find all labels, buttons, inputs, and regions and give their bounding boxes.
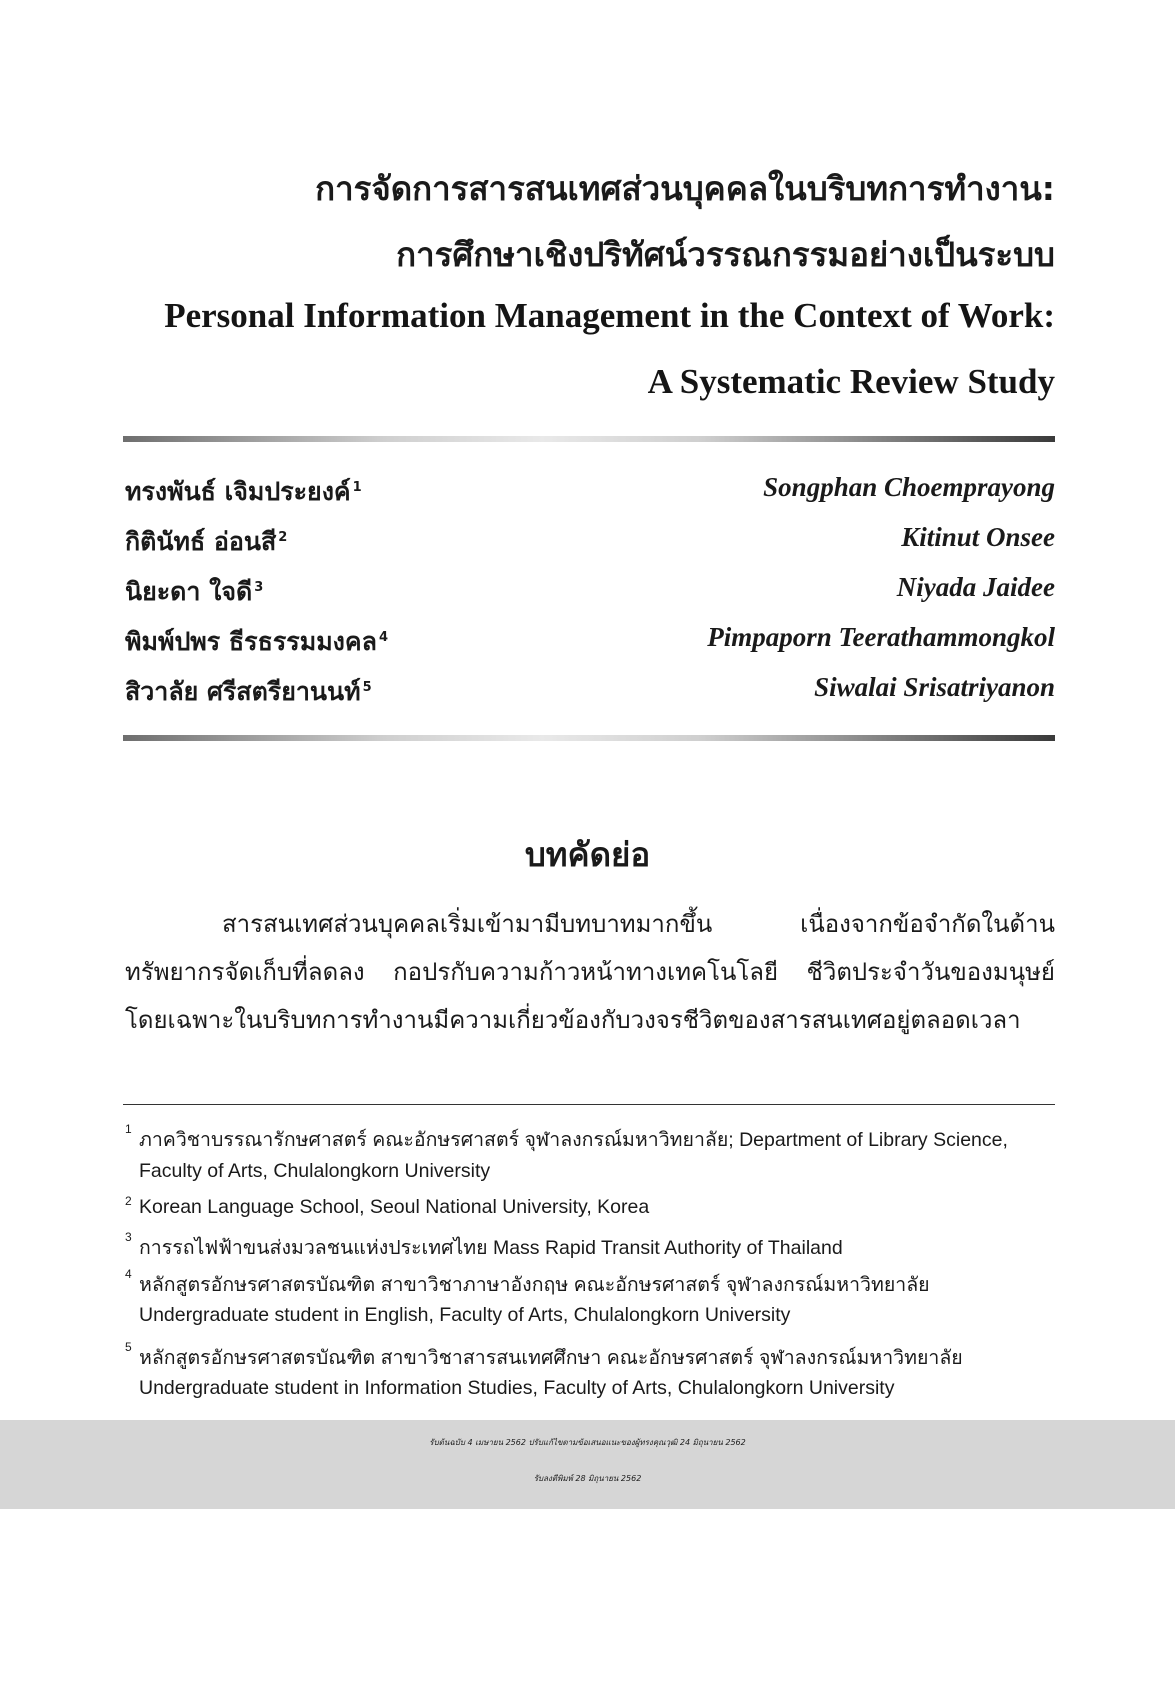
author-thai-name: สิวาลัย ศรีสตรียานนท์ <box>125 677 361 706</box>
footnote-number-5: 5 <box>125 1340 132 1354</box>
footnote-5-line-1: หลักสูตรอักษรศาสตรบัณฑิต สาขาวิชาสารสนเทศศึกษา คณะอักษรศาสตร์ จุฬาลงกรณ์มหาวิทยาลัย <box>139 1347 963 1369</box>
received-dates-band <box>0 1420 1175 1509</box>
author-thai-name: กิตินัทธ์ อ่อนสี <box>125 527 277 556</box>
author-affiliation-mark: 5 <box>362 679 372 695</box>
footnote-5-line-2: Undergraduate student in Information Studies, Faculty of Arts, Chulalongkorn University <box>139 1377 895 1399</box>
author-affiliation-mark: 1 <box>352 479 362 495</box>
title-thai-line-2: การศึกษาเชิงปริทัศน์วรรณกรรมอย่างเป็นระบบ <box>396 235 1055 274</box>
abstract-line-3: โดยเฉพาะในบริบทการทำงานมีความเกี่ยวข้องกับวงจรชีวิตของสารสนเทศอยู่ตลอดเวลา <box>125 1006 1021 1034</box>
abstract-line-1: สารสนเทศส่วนบุคคลเริ่มเข้ามามีบทบาทมากขึ้น เนื่องจากข้อจำกัดในด้าน <box>222 910 1055 938</box>
title-english-line-2: A Systematic Review Study <box>647 362 1055 401</box>
footnote-3-line-1: การรถไฟฟ้าขนส่งมวลชนแห่งประเทศไทย Mass Rapid Transit Authority of Thailand <box>139 1237 843 1259</box>
footnote-divider <box>123 1104 1055 1105</box>
abstract-heading: บทคัดย่อ <box>524 835 651 874</box>
author-thai-name: นิยะดา ใจดี <box>125 577 253 606</box>
author-affiliation-mark: 2 <box>278 529 288 545</box>
footnote-number-2: 2 <box>125 1194 132 1208</box>
footnote-number-3: 3 <box>125 1230 132 1244</box>
author-thai-name: ทรงพันธ์ เจิมประยงค์ <box>125 477 351 506</box>
footnote-4-line-2: Undergraduate student in English, Faculty of Arts, Chulalongkorn University <box>139 1304 791 1326</box>
author-affiliation-mark: 4 <box>378 629 388 645</box>
author-thai-4 <box>125 622 388 662</box>
author-english-4: Pimpaporn Teerathammongkol <box>707 622 1055 652</box>
author-thai-name: พิมพ์ปพร ธีรธรรมมงคล <box>125 627 377 656</box>
top-divider <box>123 436 1055 442</box>
author-thai-2 <box>125 522 287 562</box>
footnote-number-4: 4 <box>125 1267 132 1281</box>
bottom-divider <box>123 735 1055 741</box>
author-thai-3 <box>125 572 263 612</box>
author-thai-5 <box>125 672 372 712</box>
footnote-2-line-1: Korean Language School, Seoul National University, Korea <box>139 1196 650 1218</box>
author-affiliation-mark: 3 <box>254 579 264 595</box>
author-english-2: Kitinut Onsee <box>901 522 1055 552</box>
author-thai-1 <box>125 472 362 512</box>
received-line-2: รับลงตีพิมพ์ 28 มิถุนายน 2562 <box>533 1474 642 1483</box>
abstract-line-2: ทรัพยากรจัดเก็บที่ลดลง กอปรกับความก้าวหน้าทางเทคโนโลยี ชีวิตประจำวันของมนุษย์ <box>125 958 1055 986</box>
author-english-3: Niyada Jaidee <box>896 572 1055 602</box>
footnote-4-line-1: หลักสูตรอักษรศาสตรบัณฑิต สาขาวิชาภาษาอังกฤษ คณะอักษรศาสตร์ จุฬาลงกรณ์มหาวิทยาลัย <box>139 1274 930 1296</box>
footnote-number-1: 1 <box>125 1122 132 1136</box>
footnote-1-line-2: Faculty of Arts, Chulalongkorn University <box>139 1160 491 1182</box>
received-line-1: รับต้นฉบับ 4 เมษายน 2562 ปรับแก้ไขตามข้อเสนอแนะของผู้ทรงคุณวุฒิ 24 มิถุนายน 2562 <box>429 1438 746 1447</box>
title-thai-line-1: การจัดการสารสนเทศส่วนบุคคลในบริบทการทำงาน: <box>315 169 1055 208</box>
author-english-5: Siwalai Srisatriyanon <box>814 672 1055 702</box>
author-english-1: Songphan Choemprayong <box>763 472 1055 502</box>
footnote-1-line-1: ภาควิชาบรรณารักษศาสตร์ คณะอักษรศาสตร์ จุฬาลงกรณ์มหาวิทยาลัย; Department of Library Science, <box>139 1129 1008 1151</box>
title-english-line-1: Personal Information Management in the Context of Work: <box>164 296 1055 335</box>
